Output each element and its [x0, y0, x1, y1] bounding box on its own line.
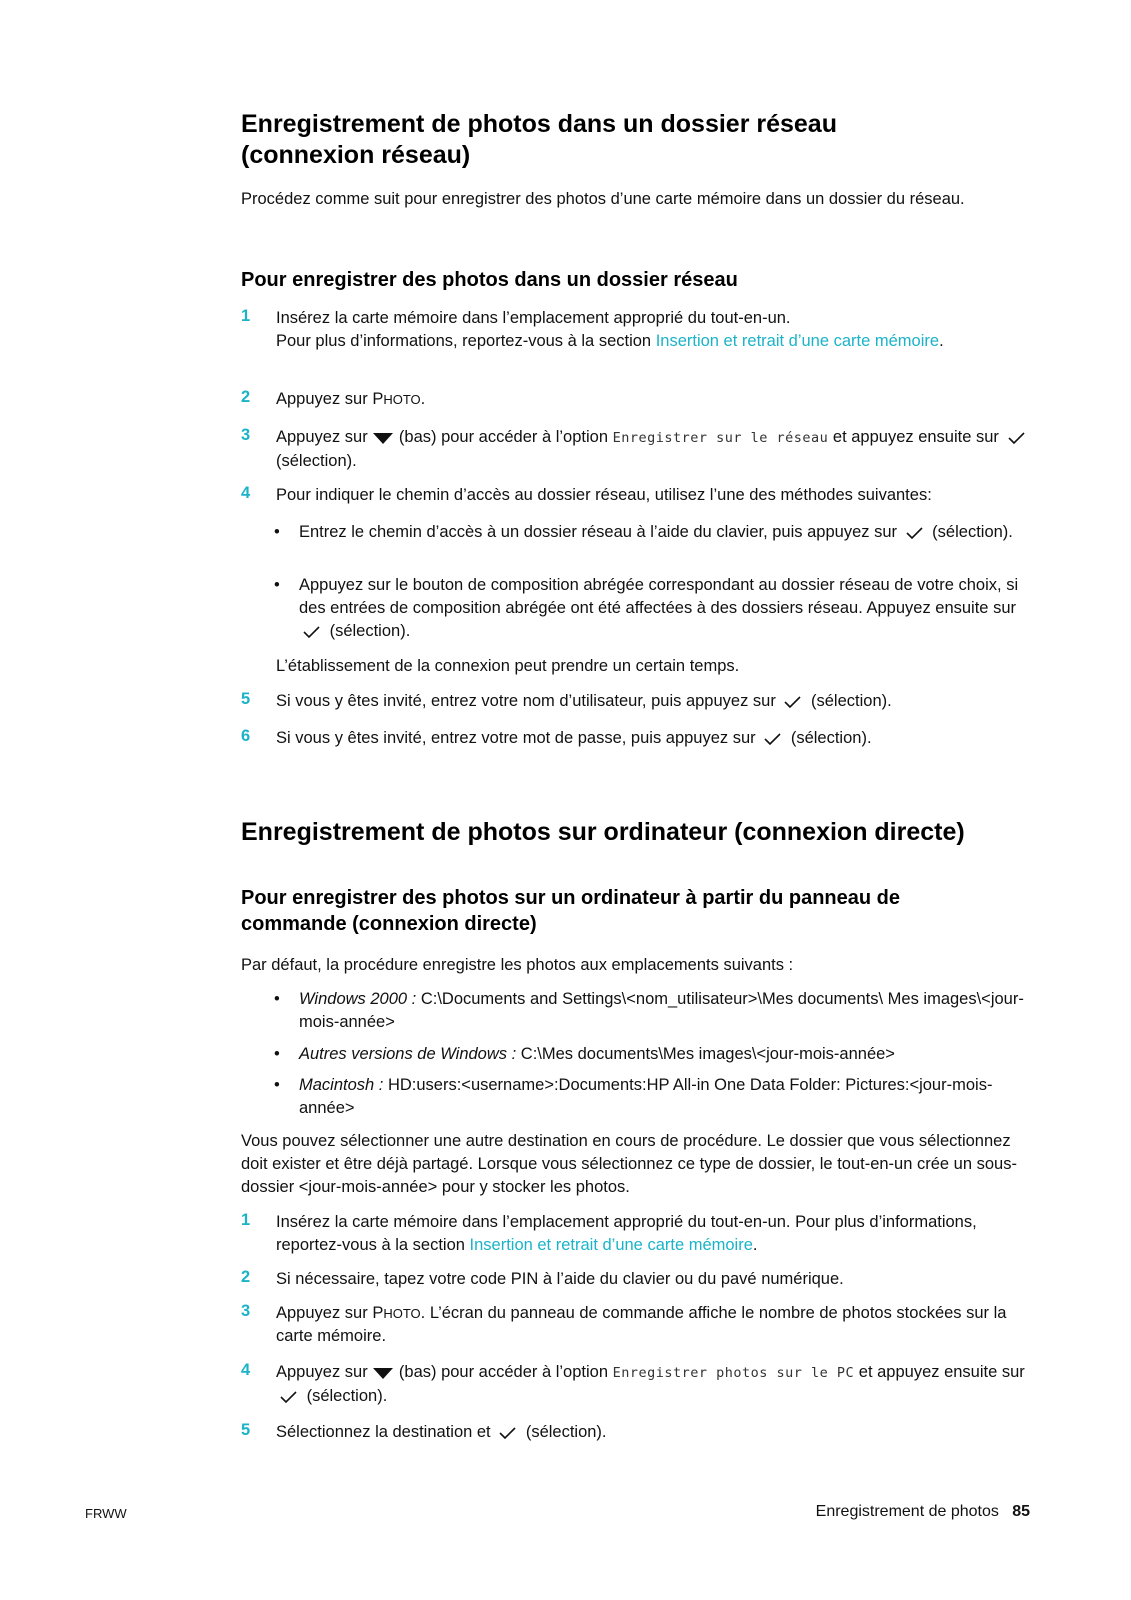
section-title-network — [241, 109, 1061, 171]
step-number: 3 — [241, 1302, 251, 1320]
path-text: C:\Mes documents\Mes images\<jour-mois-année> — [516, 1045, 895, 1063]
bullet-dot: • — [274, 523, 280, 541]
step-number: 5 — [241, 1421, 251, 1439]
title-line-1: Enregistrement de photos dans un dossier réseau — [241, 110, 837, 138]
checkmark-icon — [902, 525, 928, 541]
checkmark-icon — [1004, 430, 1030, 446]
step-text: Pour plus d’informations, reportez-vous à la section — [276, 332, 656, 350]
step-text: (bas) pour accéder à l’option — [394, 1363, 613, 1381]
step-1 — [241, 307, 1041, 353]
step-text: et appuyez ensuite sur — [828, 428, 1004, 446]
down-arrow-icon — [372, 1366, 394, 1380]
checkmark-icon — [495, 1425, 521, 1441]
footer-right — [760, 1503, 1030, 1521]
punctuation: . — [752, 1236, 758, 1254]
cross-reference-link[interactable]: Insertion et retrait d’une carte mémoire — [469, 1236, 753, 1254]
cap-letter: P — [372, 1304, 384, 1322]
step-number: 2 — [241, 388, 251, 406]
bullet-dot: • — [274, 1045, 280, 1063]
step-number: 1 — [241, 307, 251, 325]
step-number: 2 — [241, 1268, 251, 1286]
checkmark-icon — [780, 694, 806, 710]
subtitle-line-2: commande (connexion directe) — [241, 913, 537, 935]
step-text: Insérez la carte mémoire dans l’emplacement approprié du tout-en-un. — [276, 309, 791, 327]
step-number: 6 — [241, 727, 251, 745]
cap-letter: P — [372, 390, 384, 408]
intro-paragraph: Procédez comme suit pour enregistrer des photos d’une carte mémoire dans un dossier du réseau. — [241, 190, 965, 208]
step-text: Appuyez sur — [276, 390, 373, 408]
path-text: C:\Documents and Settings\<nom_utilisateur>\Mes documents\ Mes images\<jour-mois-année> — [299, 990, 1024, 1031]
step-number: 3 — [241, 426, 251, 444]
step-5 — [241, 690, 1041, 713]
step-text: Appuyez sur — [276, 428, 373, 446]
step-2 — [241, 388, 1041, 411]
step-text: Appuyez sur — [276, 1304, 373, 1322]
bullet-dot: • — [274, 990, 280, 1008]
location-item — [274, 988, 1034, 1034]
step-text: (bas) pour accéder à l’option — [394, 428, 613, 446]
note-text: L’établissement de la connexion peut prendre un certain temps. — [276, 657, 740, 675]
step-text: Si vous y êtes invité, entrez votre nom d’utilisateur, puis appuyez sur — [276, 692, 781, 710]
footer-section-label: Enregistrement de photos — [815, 1503, 999, 1520]
intro-paragraph: Par défaut, la procédure enregistre les photos aux emplacements suivants : — [241, 956, 794, 974]
os-label: Macintosh : — [299, 1076, 384, 1094]
checkmark-icon — [276, 1389, 302, 1405]
path-text: HD:users:<username>:Documents:HP All-in One Data Folder: Pictures:<jour-mois-année> — [299, 1076, 993, 1117]
step-text: (sélection). — [521, 1423, 607, 1441]
footer-left-label: FRWW — [85, 1506, 127, 1521]
bullet-dot: • — [274, 576, 280, 594]
step-4 — [241, 1361, 1041, 1408]
step-text: (sélection). — [806, 692, 892, 710]
step-text: et appuyez ensuite sur — [854, 1363, 1025, 1381]
step-text: Pour indiquer le chemin d’accès au dossier réseau, utilisez l’une des méthodes suivantes: — [276, 486, 932, 504]
step-number: 1 — [241, 1211, 251, 1229]
section-title-computer: Enregistrement de photos sur ordinateur (connexion directe) — [241, 818, 965, 846]
step-number: 4 — [241, 484, 251, 502]
step-text: (sélection). — [786, 729, 872, 747]
step-text: Appuyez sur — [276, 1363, 373, 1381]
step-text: . L’écran du panneau de commande affiche le nombre de photos stockées sur la carte mémoire. — [276, 1304, 1007, 1345]
bullet-item — [274, 574, 1034, 643]
small-caps: HOTO — [383, 392, 421, 407]
bullet-dot: • — [274, 1076, 280, 1094]
bullet-text: (sélection). — [325, 622, 411, 640]
subsection-title-computer — [241, 885, 1041, 937]
step-2 — [241, 1268, 1041, 1291]
checkmark-icon — [760, 731, 786, 747]
step-text: Insérez la carte mémoire dans l’emplacement approprié du tout-en-un. Pour plus d’informations, reportez-vous à la section — [276, 1213, 977, 1254]
step-text: Si nécessaire, tapez votre code PIN à l’aide du clavier ou du pavé numérique. — [276, 1270, 844, 1288]
small-caps: HOTO — [383, 1306, 421, 1321]
down-arrow-icon — [372, 431, 394, 445]
step-4 — [241, 484, 1041, 507]
punctuation: . — [420, 390, 426, 408]
step-3 — [241, 1302, 1041, 1348]
cross-reference-link[interactable]: Insertion et retrait d’une carte mémoire — [655, 332, 940, 350]
subtitle-line-1: Pour enregistrer des photos sur un ordinateur à partir du panneau de — [241, 887, 900, 909]
subsection-title-network: Pour enregistrer des photos dans un dossier réseau — [241, 269, 738, 291]
menu-option: Enregistrer sur le réseau — [612, 430, 829, 446]
step-text: Si vous y êtes invité, entrez votre mot de passe, puis appuyez sur — [276, 729, 761, 747]
destination-paragraph: Vous pouvez sélectionner une autre destination en cours de procédure. Le dossier que vous sélectionnez doit exister et être déjà partagé. Lorsque vous sélectionnez ce type de dossier, le tout-en-un crée un sous-dossier <jour-mois-année> pour y stocker les photos. — [241, 1132, 1017, 1196]
bullet-text: (sélection). — [927, 523, 1013, 541]
os-label: Autres versions de Windows : — [299, 1045, 517, 1063]
step-5 — [241, 1421, 1041, 1444]
step-number: 4 — [241, 1361, 251, 1379]
location-item — [274, 1074, 1034, 1120]
bullet-text: Entrez le chemin d’accès à un dossier réseau à l’aide du clavier, puis appuyez sur — [299, 523, 902, 541]
step-text: (sélection). — [276, 452, 357, 470]
photo-button-label — [372, 390, 420, 408]
page-number: 85 — [1012, 1503, 1030, 1520]
step-3 — [241, 426, 1041, 473]
photo-button-label — [372, 1304, 420, 1322]
bullet-text: Appuyez sur le bouton de composition abrégée correspondant au dossier réseau de votre choix, si des entrées de composition abrégée ont été affectées à des dossiers réseau. Appuyez ensuite sur — [299, 576, 1019, 617]
step-text: (sélection). — [302, 1387, 388, 1405]
title-line-2: (connexion réseau) — [241, 141, 471, 169]
os-label: Windows 2000 : — [299, 990, 417, 1008]
step-6 — [241, 727, 1041, 750]
menu-option: Enregistrer photos sur le PC — [612, 1365, 855, 1381]
step-text: Sélectionnez la destination et — [276, 1423, 496, 1441]
step-1 — [241, 1211, 1041, 1257]
punctuation: . — [939, 332, 944, 350]
step-number: 5 — [241, 690, 251, 708]
location-item — [274, 1043, 1034, 1066]
bullet-item — [274, 521, 1034, 544]
checkmark-icon — [299, 624, 325, 640]
